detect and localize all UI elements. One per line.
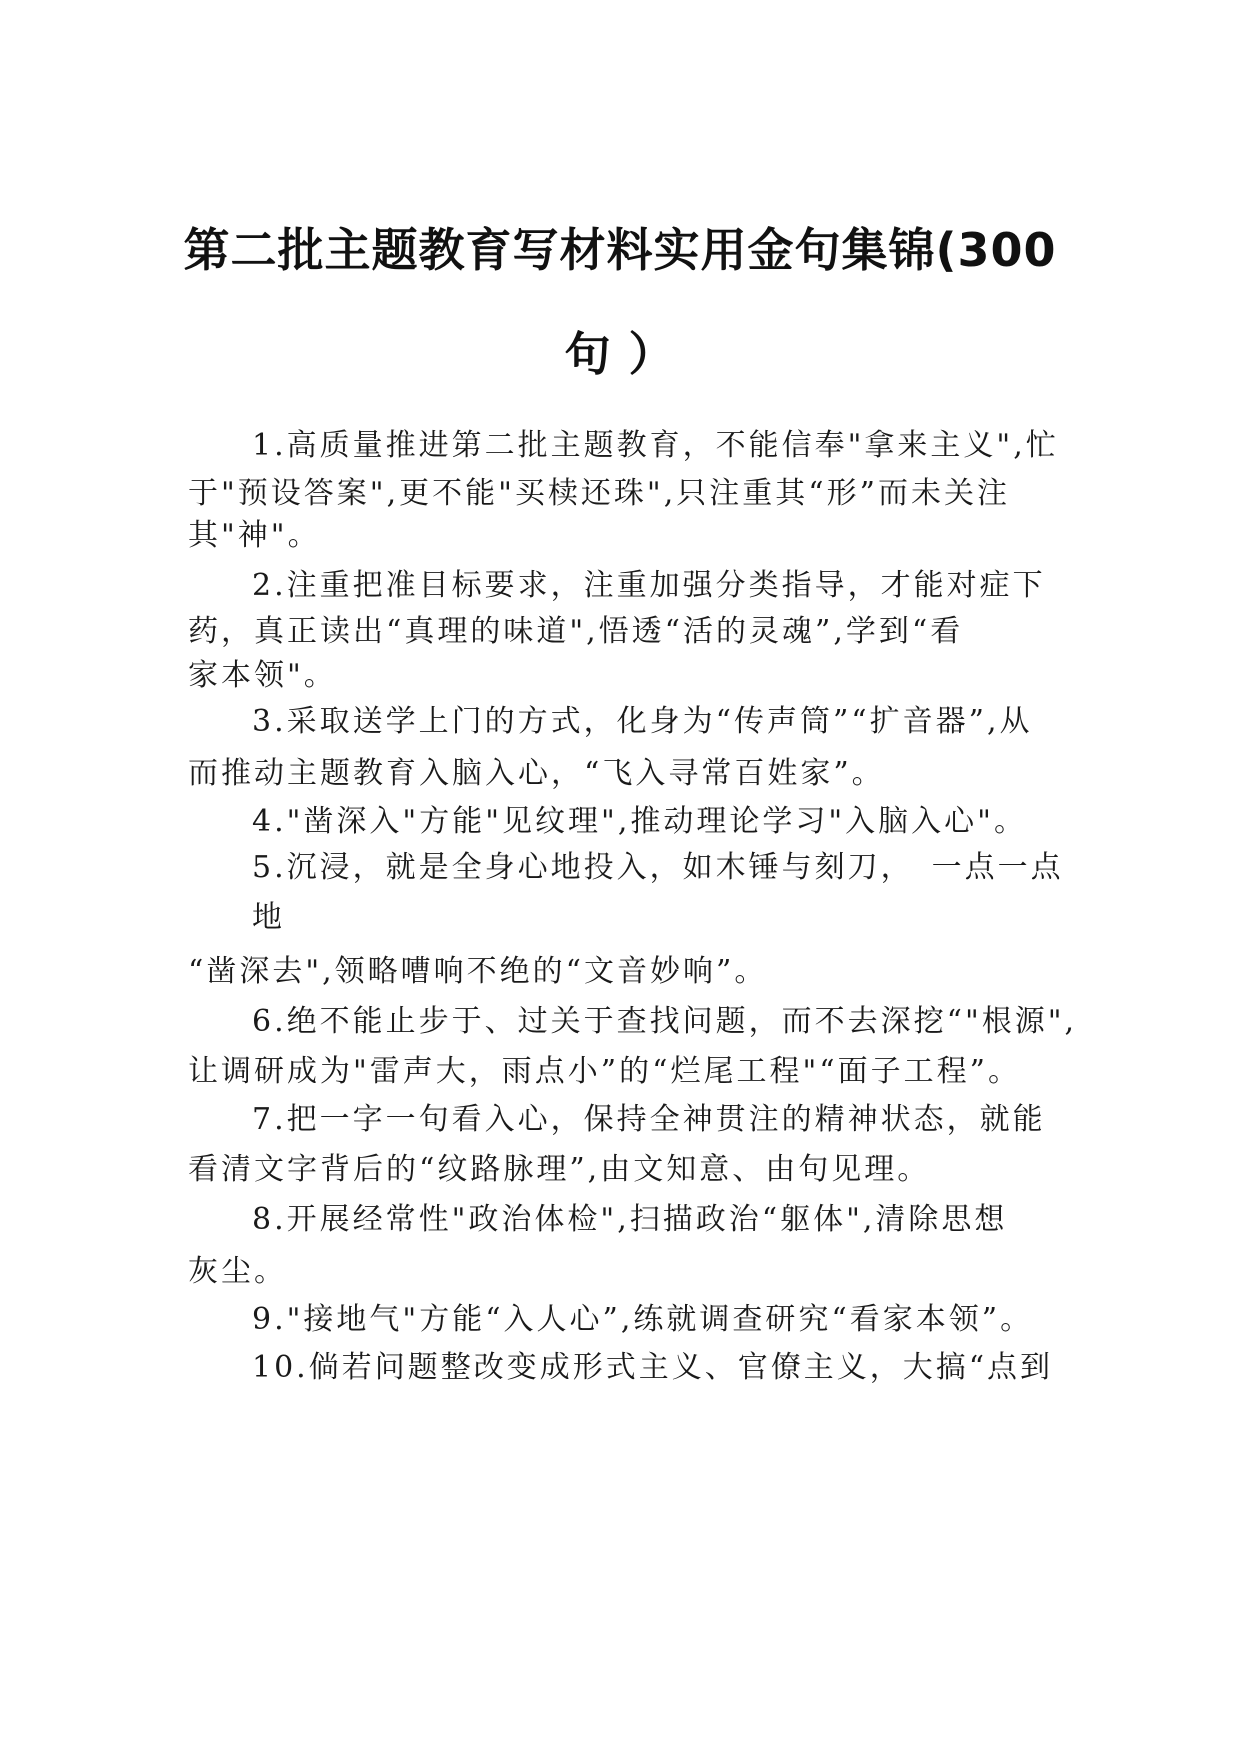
- item-2-line-1: 2.注重把准目标要求，注重加强分类指导，才能对症下: [252, 568, 1046, 603]
- item-2-line-2: 药，真正读出“真理的味道",悟透“活的灵魂”,学到“看: [188, 614, 964, 649]
- item-6-line-1: 6.绝不能止步于、过关于查找问题，而不去深挖“"根源",: [252, 1004, 1078, 1039]
- item-2-line-3: 家本领"。: [188, 658, 337, 693]
- item-1-line-2: 于"预设答案",更不能"买椟还珠",只注重其“形”而未关注: [188, 476, 1010, 511]
- item-8-line-1: 8.开展经常性"政治体检",扫描政治“躯体",清除思想: [252, 1202, 1008, 1237]
- document-title-line-2: 句 ）: [564, 327, 676, 381]
- item-7-line-1: 7.把一字一句看入心，保持全神贯注的精神状态，就能: [252, 1102, 1046, 1137]
- item-1-line-3: 其"神"。: [188, 518, 321, 553]
- item-5-line-3: “凿深去",领略嘈响不绝的“文音妙响”。: [188, 954, 768, 989]
- item-10-line-1: 10.倘若问题整改变成形式主义、官僚主义，大搞“点到: [252, 1350, 1054, 1385]
- item-1-line-1: 1.高质量推进第二批主题教育，不能信奉"拿来主义",忙: [252, 428, 1059, 463]
- item-5-line-1: 5.沉浸，就是全身心地投入，如木锤与刻刀， 一点一点: [252, 850, 1064, 885]
- item-5-line-2: 地: [252, 900, 285, 935]
- item-4-line-1: 4."凿深入"方能"见纹理",推动理论学习"入脑入心"。: [252, 804, 1027, 839]
- item-6-line-2: 让调研成为"雷声大，雨点小”的“烂尾工程"“面子工程”。: [188, 1054, 1021, 1089]
- item-3-line-2: 而推动主题教育入脑入心，“飞入寻常百姓家”。: [188, 756, 885, 791]
- item-7-line-2: 看清文字背后的“纹路脉理”,由文知意、由句见理。: [188, 1152, 931, 1187]
- document-title-line-1: 第二批主题教育写材料实用金句集锦(300: [183, 223, 1057, 277]
- item-8-line-2: 灰尘。: [188, 1254, 287, 1289]
- item-3-line-1: 3.采取送学上门的方式，化身为“传声筒”“扩音器”,从: [252, 704, 1033, 739]
- item-9-line-1: 9."接地气"方能“入人心”,练就调查研究“看家本领”。: [252, 1302, 1034, 1337]
